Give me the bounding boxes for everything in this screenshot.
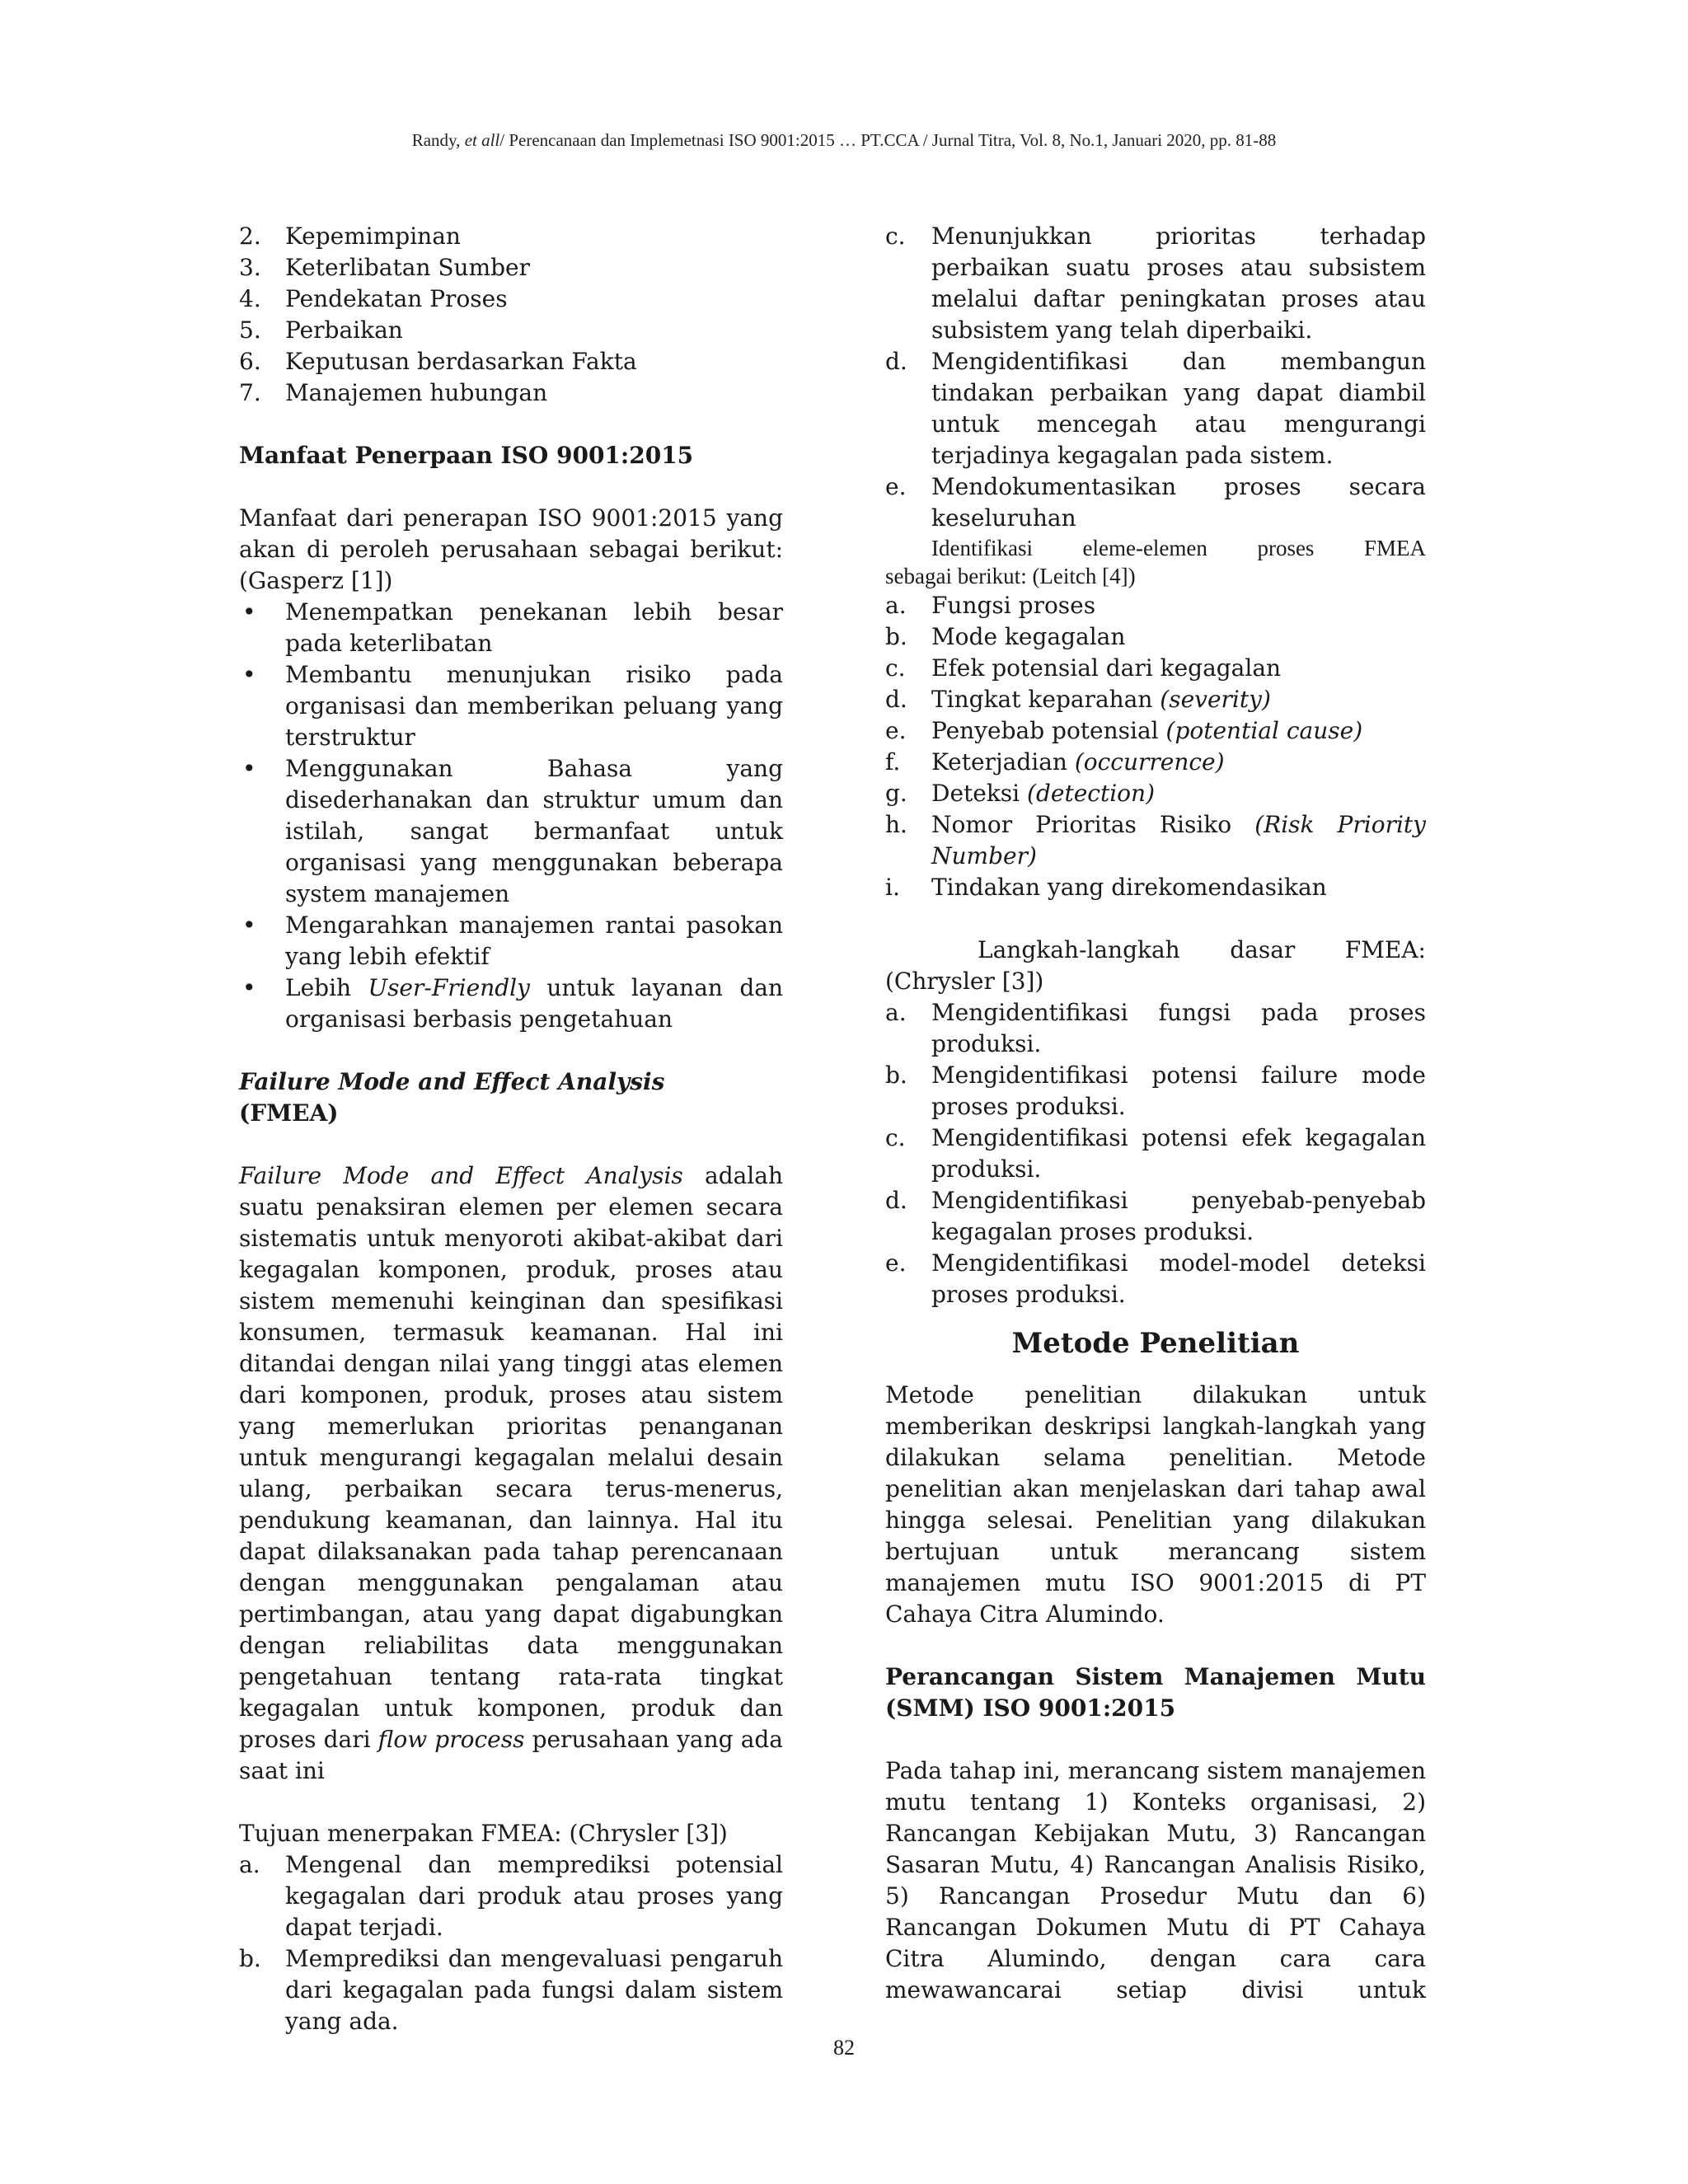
list-marker: 5.	[239, 316, 261, 344]
list-marker: e.	[885, 717, 907, 744]
list-marker: 6.	[239, 348, 261, 375]
list-marker: c.	[885, 654, 906, 682]
list-item	[885, 715, 1426, 747]
list-text: Memprediksi dan mengevaluasi pengaruh dari kegagalan pada fungsi dalam sistem yang ada.	[285, 1945, 783, 2035]
bullet-icon: •	[242, 912, 256, 939]
fmea-para-main: adalah suatu penaksiran elemen per elemen secara sistematis untuk menyoroti akibat-akibat dari kegagalan komponen, produk, proses atau sistem memenuhi keinginan dan spesifikasi konsumen, termasuk keamanan. Hal ini ditandai dengan nilai yang tinggi atas elemen dari komponen, produk, proses atau sistem yang memerlukan prioritas penanganan untuk mengurangi kegagalan melalui desain ulang, perbaikan secara terus-menerus, pendukung keamanan, dan lainnya. Hal itu dapat dilaksanakan pada tahap perencanaan dengan menggunakan pengalaman atau pertimbangan, atau yang dapat digabungkan dengan reliabilitas data menggunakan pengetahuan tentang rata-rata tingkat kegagalan untuk komponen, produk dan proses dari	[239, 1162, 783, 1753]
list-text-italic: (occurrence)	[1074, 748, 1225, 776]
manfaat-heading: Manfaat Penerpaan ISO 9001:2015	[239, 442, 694, 469]
bullet-text-prefix: Lebih	[285, 974, 368, 1001]
list-item	[885, 590, 1426, 621]
tujuan-intro: Tujuan menerpakan FMEA: (Chrysler [3])	[239, 1820, 728, 1847]
list-item	[239, 753, 783, 910]
list-text: Keterlibatan Sumber	[285, 254, 530, 281]
list-text: Mengidentifikasi model-model deteksi proses produksi.	[931, 1249, 1426, 1308]
perancangan-heading: Perancangan Sistem Manajemen Mutu (SMM) ISO 9001:2015	[885, 1663, 1426, 1722]
langkah-source: (Chrysler [3])	[885, 968, 1044, 995]
list-marker: 3.	[239, 254, 261, 281]
list-marker: c.	[885, 223, 906, 250]
fmea-elements-list	[885, 590, 1426, 903]
list-item	[885, 653, 1426, 684]
list-marker: b.	[239, 1945, 261, 1972]
list-text-italic: (detection)	[1027, 780, 1155, 807]
fmea-heading-abbr: (FMEA)	[239, 1099, 339, 1127]
list-item	[239, 1849, 783, 1943]
list-item	[885, 809, 1426, 872]
list-item	[885, 778, 1426, 809]
list-text-italic: (potential cause)	[1165, 717, 1363, 744]
list-marker: e.	[885, 473, 907, 500]
list-text: Keputusan berdasarkan Fakta	[285, 348, 637, 375]
list-text: Mode kegagalan	[931, 623, 1126, 650]
list-marker: h.	[885, 811, 907, 838]
list-item	[885, 221, 1426, 346]
list-text: Penyebab potensial	[931, 717, 1166, 744]
section-title-metode: Metode Penelitian	[1011, 1327, 1300, 1360]
page-number: 82	[833, 2036, 855, 2060]
list-marker: g.	[885, 780, 907, 807]
list-marker: 4.	[239, 285, 261, 312]
list-text: Tingkat keparahan	[931, 686, 1160, 713]
list-text: Mendokumentasikan proses secara keseluruhan	[931, 473, 1426, 532]
bullet-text-suffix: untuk layanan dan organisasi berbasis pengetahuan	[285, 974, 783, 1033]
list-text: Tindakan yang direkomendasikan	[931, 874, 1327, 901]
list-text: Menunjukkan prioritas terhadap perbaikan suatu proses atau subsistem melalui daftar peningkatan proses atau subsistem yang telah diperbaiki.	[931, 223, 1426, 344]
list-item	[239, 221, 783, 252]
bullet-text-italic: User-Friendly	[368, 974, 530, 1001]
bullet-icon: •	[242, 755, 256, 782]
list-marker: d.	[885, 348, 907, 375]
identifikasi-line1: Identifikasi eleme-elemen proses FMEA	[931, 536, 1426, 560]
list-text: Pendekatan Proses	[285, 285, 508, 312]
running-head-prefix: Randy,	[411, 130, 465, 150]
list-marker: d.	[885, 1187, 907, 1214]
bullet-text: Menempatkan penekanan lebih besar pada keterlibatan	[285, 598, 783, 657]
list-item	[239, 597, 783, 659]
list-item	[885, 1185, 1426, 1248]
list-item	[239, 377, 783, 409]
list-text: Mengidentifikasi fungsi pada proses produksi.	[931, 999, 1426, 1057]
list-text: Nomor Prioritas Risiko	[931, 811, 1255, 838]
list-marker: a.	[239, 1851, 260, 1878]
fmea-para-italic2: flow process	[377, 1726, 525, 1753]
list-text-italic: (Risk Priority Number)	[931, 811, 1426, 869]
list-item	[239, 315, 783, 346]
list-marker: b.	[885, 1062, 907, 1089]
list-marker: b.	[885, 623, 907, 650]
fmea-para-end: perusahaan yang ada saat ini	[239, 1726, 784, 1784]
list-item	[885, 997, 1426, 1060]
list-item	[885, 1248, 1426, 1310]
list-item	[885, 1122, 1426, 1185]
list-item	[885, 1060, 1426, 1122]
bullet-text: Mengarahkan manajemen rantai pasokan yang lebih efektif	[285, 912, 783, 970]
list-marker: d.	[885, 686, 907, 713]
list-marker: a.	[885, 592, 907, 619]
list-text: Mengidentifikasi dan membangun tindakan perbaikan yang dapat diambil untuk mencegah atau mengurangi terjadinya kegagalan pada sistem.	[931, 348, 1426, 469]
perancangan-paragraph: Pada tahap ini, merancang sistem manajemen mutu tentang 1) Konteks organisasi, 2) Rancangan Kebijakan Mutu, 3) Rancangan Sasaran Mutu, 4) Rancangan Analisis Risiko, 5) Rancangan Prosedur Mutu dan 6) Rancangan Dokumen Mutu di PT Cahaya Citra Alumindo, dengan cara cara mewawancarai setiap divisi untuk	[885, 1757, 1426, 2004]
list-text: Mengidentifikasi potensi efek kegagalan produksi.	[931, 1124, 1426, 1183]
identifikasi-line2: sebagai berikut: (Leitch [4])	[885, 564, 1136, 588]
list-text: Kepemimpinan	[285, 223, 461, 250]
list-item	[239, 284, 783, 315]
list-text: Mengenal dan memprediksi potensial kegagalan dari produk atau proses yang dapat terjadi.	[285, 1851, 783, 1941]
fmea-heading	[239, 1066, 783, 1129]
list-item	[885, 684, 1426, 715]
list-text: Efek potensial dari kegagalan	[931, 654, 1282, 682]
list-item	[239, 910, 783, 972]
benefit-list	[239, 597, 783, 1035]
list-marker: 7.	[239, 379, 261, 406]
left-column	[239, 221, 783, 2037]
tujuan-list-cont	[885, 221, 1426, 534]
list-marker: f.	[885, 748, 901, 776]
tujuan-list	[239, 1849, 783, 2037]
list-item	[239, 972, 783, 1035]
langkah-intro: Langkah-langkah dasar FMEA:	[978, 936, 1426, 963]
list-item	[239, 1943, 783, 2037]
list-text: Fungsi proses	[931, 592, 1096, 619]
list-item	[885, 621, 1426, 653]
running-head-suffix: / Perencanaan dan Implemetnasi ISO 9001:2015 … PT.CCA / Jurnal Titra, Vol. 8, No.1, Januari 2020, pp. 81-88	[499, 130, 1277, 150]
fmea-para-italic: Failure Mode and Effect Analysis	[239, 1162, 683, 1189]
list-item	[239, 252, 783, 284]
bullet-text: Membantu menunjukan risiko pada organisasi dan memberikan peluang yang terstruktur	[285, 661, 783, 751]
list-marker: a.	[885, 999, 907, 1026]
identifikasi-intro	[885, 534, 1426, 590]
list-text: Mengidentifikasi penyebab-penyebab kegagalan proses produksi.	[931, 1187, 1426, 1245]
bullet-icon: •	[242, 598, 256, 626]
manfaat-intro: Manfaat dari penerapan ISO 9001:2015 yang akan di peroleh perusahaan sebagai berikut: (Gasperz [1])	[239, 504, 783, 594]
running-header	[0, 130, 1688, 151]
list-item	[239, 346, 783, 377]
list-item	[885, 747, 1426, 778]
bullet-text: Menggunakan Bahasa yang disederhanakan dan struktur umum dan istilah, sangat bermanfaat untuk organisasi yang menggunakan beberapa system manajemen	[285, 755, 783, 907]
fmea-heading-italic: Failure Mode and Effect Analysis	[239, 1068, 665, 1095]
fmea-paragraph	[239, 1160, 783, 1787]
list-text: Deteksi	[931, 780, 1028, 807]
principles-list	[239, 221, 783, 409]
running-head-italic: et all	[464, 130, 500, 150]
list-text: Perbaikan	[285, 316, 403, 344]
metode-paragraph: Metode penelitian dilakukan untuk memberikan deskripsi langkah-langkah yang dilakukan selama penelitian. Metode penelitian akan menjelaskan dari tahap awal hingga selesai. Penelitian yang dilakukan bertujuan untuk merancang sistem manajemen mutu ISO 9001:2015 di PT Cahaya Citra Alumindo.	[885, 1381, 1426, 1628]
list-item	[885, 471, 1426, 534]
list-text-italic: (severity)	[1160, 686, 1271, 713]
langkah-list	[885, 997, 1426, 1310]
right-column	[885, 221, 1426, 2006]
list-marker: 2.	[239, 223, 261, 250]
list-item	[885, 346, 1426, 471]
list-item	[239, 659, 783, 753]
bullet-icon: •	[242, 974, 256, 1001]
list-text: Mengidentifikasi potensi failure mode proses produksi.	[931, 1062, 1426, 1120]
list-text: Manajemen hubungan	[285, 379, 548, 406]
list-item	[885, 872, 1426, 903]
list-marker: e.	[885, 1249, 907, 1277]
list-text: Keterjadian	[931, 748, 1075, 776]
bullet-icon: •	[242, 661, 256, 688]
list-marker: i.	[885, 874, 900, 901]
list-marker: c.	[885, 1124, 906, 1151]
